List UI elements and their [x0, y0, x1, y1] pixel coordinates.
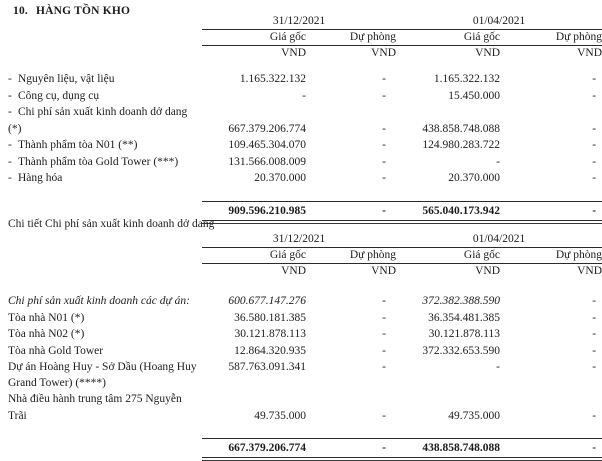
row-value-c3: 15.450.000 [448, 89, 501, 102]
table-row [8, 137, 602, 154]
section-number: 10. [13, 5, 28, 17]
row-value-c2: - [382, 139, 387, 151]
row-value-c3: 372.332.653.590 [422, 344, 501, 357]
table2-unit-row [8, 264, 602, 279]
row-value-c2: - [382, 328, 387, 340]
row-value-c3: 1.165.322.132 [433, 73, 501, 85]
unit-cell-2: VND [371, 47, 397, 59]
date-group-2: 01/04/2021 [472, 15, 526, 27]
column-header-gia-goc-2: Giá gốc [463, 249, 501, 261]
row-value-c1: 36.580.181.385 [234, 311, 306, 324]
unit-cell-4: VND [577, 265, 602, 277]
row-label: Thành phẩm tòa N01 (**) [18, 139, 138, 151]
table-row [8, 71, 602, 88]
row-value-c1: 667.379.206.774 [228, 122, 306, 135]
row-value-c1: 587.763.091.341 [228, 361, 306, 373]
bullet-dash: - [8, 172, 12, 184]
unit-cell-1: VND [281, 47, 306, 59]
row-value-c4: - [592, 155, 597, 168]
table-row [8, 359, 602, 391]
total-value-c3: 565.040.173.942 [422, 204, 501, 217]
row-value-c2: - [382, 361, 387, 373]
row-value-c1: 131.566.008.009 [228, 155, 306, 168]
bullet-dash: - [8, 89, 12, 102]
unit-cell-3: VND [475, 265, 501, 277]
row-label: Tòa nhà Gold Tower [8, 344, 104, 357]
total-value-c3: 438.858.748.088 [422, 442, 501, 454]
unit-cell-3: VND [475, 47, 501, 59]
row-value-c4: - [592, 328, 597, 340]
column-header-gia-goc-1: Giá gốc [269, 249, 306, 261]
row-value-c1: - [302, 89, 306, 102]
date-group-1: 31/12/2021 [272, 233, 326, 245]
row-value-c3: 49.735.000 [448, 409, 501, 422]
column-header-gia-goc-1: Giá gốc [269, 31, 306, 43]
row-value-c2: - [382, 73, 387, 85]
row-label: Thành phẩm tòa Gold Tower (***) [18, 155, 179, 168]
row-label: Dự án Hoàng Huy - Sở Dầu (Hoang Huy Grand Tower) (****) [8, 361, 197, 389]
row-label: Tòa nhà N01 (*) [8, 311, 85, 324]
table-row [8, 343, 602, 360]
bullet-dash: - [8, 139, 12, 151]
table-row [8, 88, 602, 105]
row-value-c4: - [592, 311, 597, 324]
row-value-c1: 109.465.304.070 [228, 139, 306, 151]
row-value-c4: - [592, 89, 597, 102]
row-value-c1: 49.735.000 [254, 409, 306, 422]
row-value-c3: - [496, 155, 501, 168]
inventory-table [8, 14, 602, 224]
subsection-heading: Chi tiết Chi phí sản xuất kinh doanh dở dang [8, 218, 215, 230]
row-value-c4: - [592, 139, 597, 151]
unit-cell-1: VND [281, 265, 306, 277]
bullet-dash: - [8, 155, 12, 168]
unit-cell-2: VND [371, 265, 397, 277]
total-value-c2: - [382, 204, 387, 217]
date-group-2: 01/04/2021 [472, 233, 526, 245]
unit-cell-4: VND [577, 47, 602, 59]
row-value-c4: - [592, 295, 597, 307]
table-unit-row [8, 46, 602, 61]
column-header-du-phong-2: Dự phòng [555, 31, 602, 43]
total-value-c4: - [592, 442, 597, 454]
row-value-c3: 36.354.481.385 [428, 311, 501, 324]
row-value-c3: - [496, 361, 501, 373]
row-value-c2: - [382, 89, 387, 102]
total-value-c4: - [592, 204, 597, 217]
row-value-c1: 1.165.322.132 [239, 73, 306, 85]
table-row [8, 170, 602, 187]
total-value-c1: 667.379.206.774 [228, 442, 306, 454]
section-title-text: HÀNG TỒN KHO [36, 5, 131, 17]
row-value-c2: - [382, 295, 387, 307]
row-value-c2: - [382, 155, 387, 168]
row-value-c3: 20.370.000 [448, 172, 501, 184]
row-value-c3: 372.382.388.590 [422, 295, 501, 307]
row-value-c2: - [382, 122, 387, 135]
column-header-gia-goc-2: Giá gốc [463, 31, 501, 43]
row-value-c2: - [382, 311, 387, 324]
row-value-c4: - [592, 172, 597, 184]
row-value-c1: 12.864.320.935 [234, 344, 306, 357]
row-value-c4: - [592, 122, 597, 135]
table-row [8, 391, 602, 424]
bullet-dash: - [8, 106, 12, 118]
row-value-c4: - [592, 361, 597, 373]
row-value-c1: 20.370.000 [254, 172, 306, 184]
wip-detail-table [8, 232, 602, 461]
column-header-du-phong-2: Dự phòng [555, 249, 602, 261]
bullet-dash: - [8, 73, 12, 85]
date-group-1: 31/12/2021 [272, 15, 326, 27]
row-value-c1: 30.121.878.113 [234, 328, 306, 340]
row-label: Nguyên liệu, vật liệu [18, 73, 115, 85]
total-row [8, 439, 602, 457]
row-label: Chi phí sản xuất kinh doanh dở dang (*) [8, 106, 188, 135]
row-label: Công cụ, dụng cụ [18, 89, 100, 102]
row-value-c3: 30.121.878.113 [428, 328, 501, 340]
row-value-c4: - [592, 409, 597, 422]
table-row [8, 293, 602, 310]
total-value-c2: - [382, 442, 387, 454]
row-value-c2: - [382, 172, 387, 184]
column-header-du-phong-1: Dự phòng [349, 249, 397, 261]
row-value-c3: 438.858.748.088 [422, 122, 501, 135]
row-value-c1: 600.677.147.276 [228, 295, 306, 307]
table-row [8, 326, 602, 343]
table-row [8, 310, 602, 327]
row-value-c2: - [382, 409, 387, 422]
table-header-columns-row [8, 30, 602, 45]
total-row [8, 202, 602, 220]
table2-header-dategroup-row [8, 232, 602, 247]
row-label: Tòa nhà N02 (*) [8, 328, 85, 340]
row-value-c4: - [592, 344, 597, 357]
row-label: Hàng hóa [18, 172, 63, 184]
column-header-du-phong-1: Dự phòng [349, 31, 397, 43]
table-row [8, 154, 602, 171]
table-row [8, 104, 602, 137]
table2-header-columns-row [8, 248, 602, 263]
row-value-c4: - [592, 73, 597, 85]
table-header-dategroup-row [8, 14, 602, 29]
row-label: Nhà điều hành trung tâm 275 Nguyễn Trãi [8, 393, 182, 422]
row-value-c2: - [382, 344, 387, 357]
row-value-c3: 124.980.283.722 [422, 139, 501, 151]
total-value-c1: 909.596.210.985 [228, 204, 306, 217]
row-label: Chi phí sản xuất kinh doanh các dự án: [8, 295, 190, 307]
